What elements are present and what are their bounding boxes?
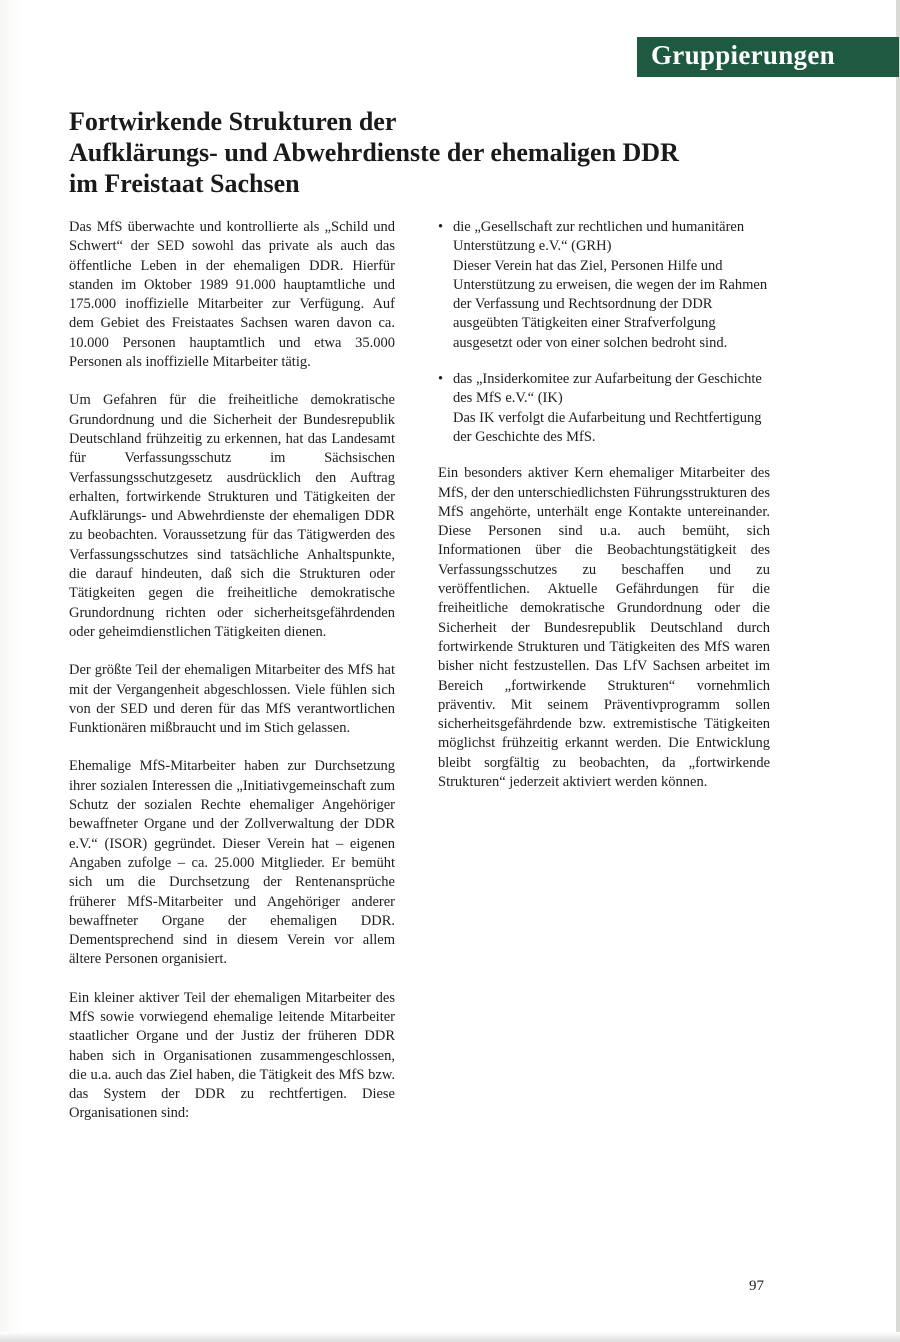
page-edge-right (896, 0, 900, 1342)
body-paragraph: Ein besonders aktiver Kern ehemaliger Mitarbeiter des MfS, der den unterschiedlichsten Führungsstrukturen des MfS angehörte, unterhält enge Kontakte untereinander. Diese Personen sind u.a. auch bemüht, sich Informationen über die Beobachtungstätigkeit des Verfassungsschutzes zu beschaffen und zu veröffentlichen. Aktuelle Gefährdungen für die freiheitliche demokratische Grundordnung oder die Sicherheit der Bundesrepublik Deutschland durch fortwirkende Strukturen und Tätigkeiten des MfS waren bisher nicht festzustellen. Das LfV Sachsen arbeitet im Bereich „fortwirkende Strukturen“ vornehmlich präventiv. Mit seinem Präventivprogramm sollen sicherheitsgefährdende bzw. extremistische Tätigkeiten möglichst frühzeitig erkannt werden. Die Entwicklung bleibt sorgfältig zu beobachten, da „fortwirkende Strukturen“ jederzeit aktiviert werden können. (438, 465, 770, 791)
bullet-icon: • (438, 219, 444, 235)
body-paragraph: Ein kleiner aktiver Teil der ehemaligen Mitarbeiter des MfS sowie vorwiegend ehemalige leitende Mitarbeiter staatlicher Organe und der Justiz der früheren DDR haben sich in Organisationen zusammengeschlossen, die u.a. auch das Ziel haben, die Tätigkeit des MfS bzw. das System der DDR zu rechtfertigen. Diese Organisationen sind: (69, 989, 395, 1122)
section-tag (637, 37, 899, 77)
page-number: 97 (749, 1278, 764, 1294)
body-paragraph: Um Gefahren für die freiheitliche demokratische Grundordnung und die Sicherheit der Bundesrepublik Deutschland frühzeitig zu erkennen, hat das Landesamt für Verfassungsschutz im Sächsischen Verfassungsschutzgesetz ausdrücklich den Auftrag erhalten, fortwirkende Strukturen und Tätigkeiten der Aufklärungs- und Abwehrdienste der ehemaligen DDR zu beobachten. Voraussetzung für das Tätigwerden des Verfassungsschutzes sind tatsächliche Anhaltspunkte, die darauf hindeuten, daß sich die Strukturen oder Tätigkeiten gegen die freiheitliche demokratische Grundordnung richten oder sicherheitsgefährdenden oder geheimdienstlichen Tätigkeiten dienen. (69, 392, 395, 640)
title-line: im Freistaat Sachsen (69, 169, 300, 198)
right-column (438, 218, 770, 811)
title-line: Fortwirkende Strukturen der (69, 107, 397, 136)
organization-description: Das IK verfolgt die Aufarbeitung und Rechtfertigung der Geschichte des MfS. (453, 409, 762, 445)
organization-list-item (438, 370, 770, 447)
bullet-icon: • (438, 371, 444, 388)
body-paragraph: Das MfS überwachte und kontrollierte als „Schild und Schwert“ der SED sowohl das private als auch das öffentliche Leben in der ehemaligen DDR. Hierfür standen im Oktober 1989 91.000 hauptamtliche und 175.000 inoffizielle Mitarbeiter zur Verfügung. Auf dem Gebiet des Freistaates Sachsen waren davon ca. 10.000 Personen hauptamtlich und etwa 35.000 Personen als inoffizielle Mitarbeiter tätig. (69, 219, 395, 371)
organization-list-item (438, 218, 770, 353)
organization-name: das „Insiderkomitee zur Aufarbeitung der Geschichte des MfS e.V.“ (IK) (453, 371, 762, 407)
body-paragraph: Ehemalige MfS-Mitarbeiter haben zur Durchsetzung ihrer sozialen Interessen die „Initiativgemeinschaft zum Schutz der sozialen Rechte ehemaliger Angehöriger bewaffneter Organe und der Zollverwaltung der DDR e.V.“ (ISOR) gegründet. Dieser Verein hat – eigenen Angaben zufolge – ca. 25.000 Mitglieder. Er bemüht sich um die Durchsetzung der Rentenansprüche früherer MfS-Mitarbeiter und Angehöriger anderer bewaffneter Organe der ehemaligen DDR. Dementsprechend sind in diesem Verein vor allem ältere Personen organisiert. (69, 758, 395, 968)
left-column (69, 218, 395, 1143)
body-paragraph: Der größte Teil der ehemaligen Mitarbeiter des MfS hat mit der Vergangenheit abgeschlossen. Viele fühlen sich von der SED und deren für das MfS verantwortlichen Funktionären mißbraucht und im Stich gelassen. (69, 662, 395, 737)
organization-description: Dieser Verein hat das Ziel, Personen Hilfe und Unterstützung zu erweisen, die wegen der im Rahmen der Verfassung und Rechtsordnung der DDR ausgeübten Tätigkeiten einer Strafverfolgung ausgesetzt oder von einer solchen bedroht sind. (453, 257, 768, 351)
organization-name: die „Gesellschaft zur rechtlichen und humanitären Unterstützung e.V.“ (GRH) (453, 219, 745, 255)
title-line: Aufklärungs- und Abwehrdienste der ehemaligen DDR (69, 138, 679, 167)
page-title (69, 106, 849, 199)
section-tag-label: Gruppierungen (651, 40, 835, 70)
page-edge-bottom (0, 1332, 900, 1342)
